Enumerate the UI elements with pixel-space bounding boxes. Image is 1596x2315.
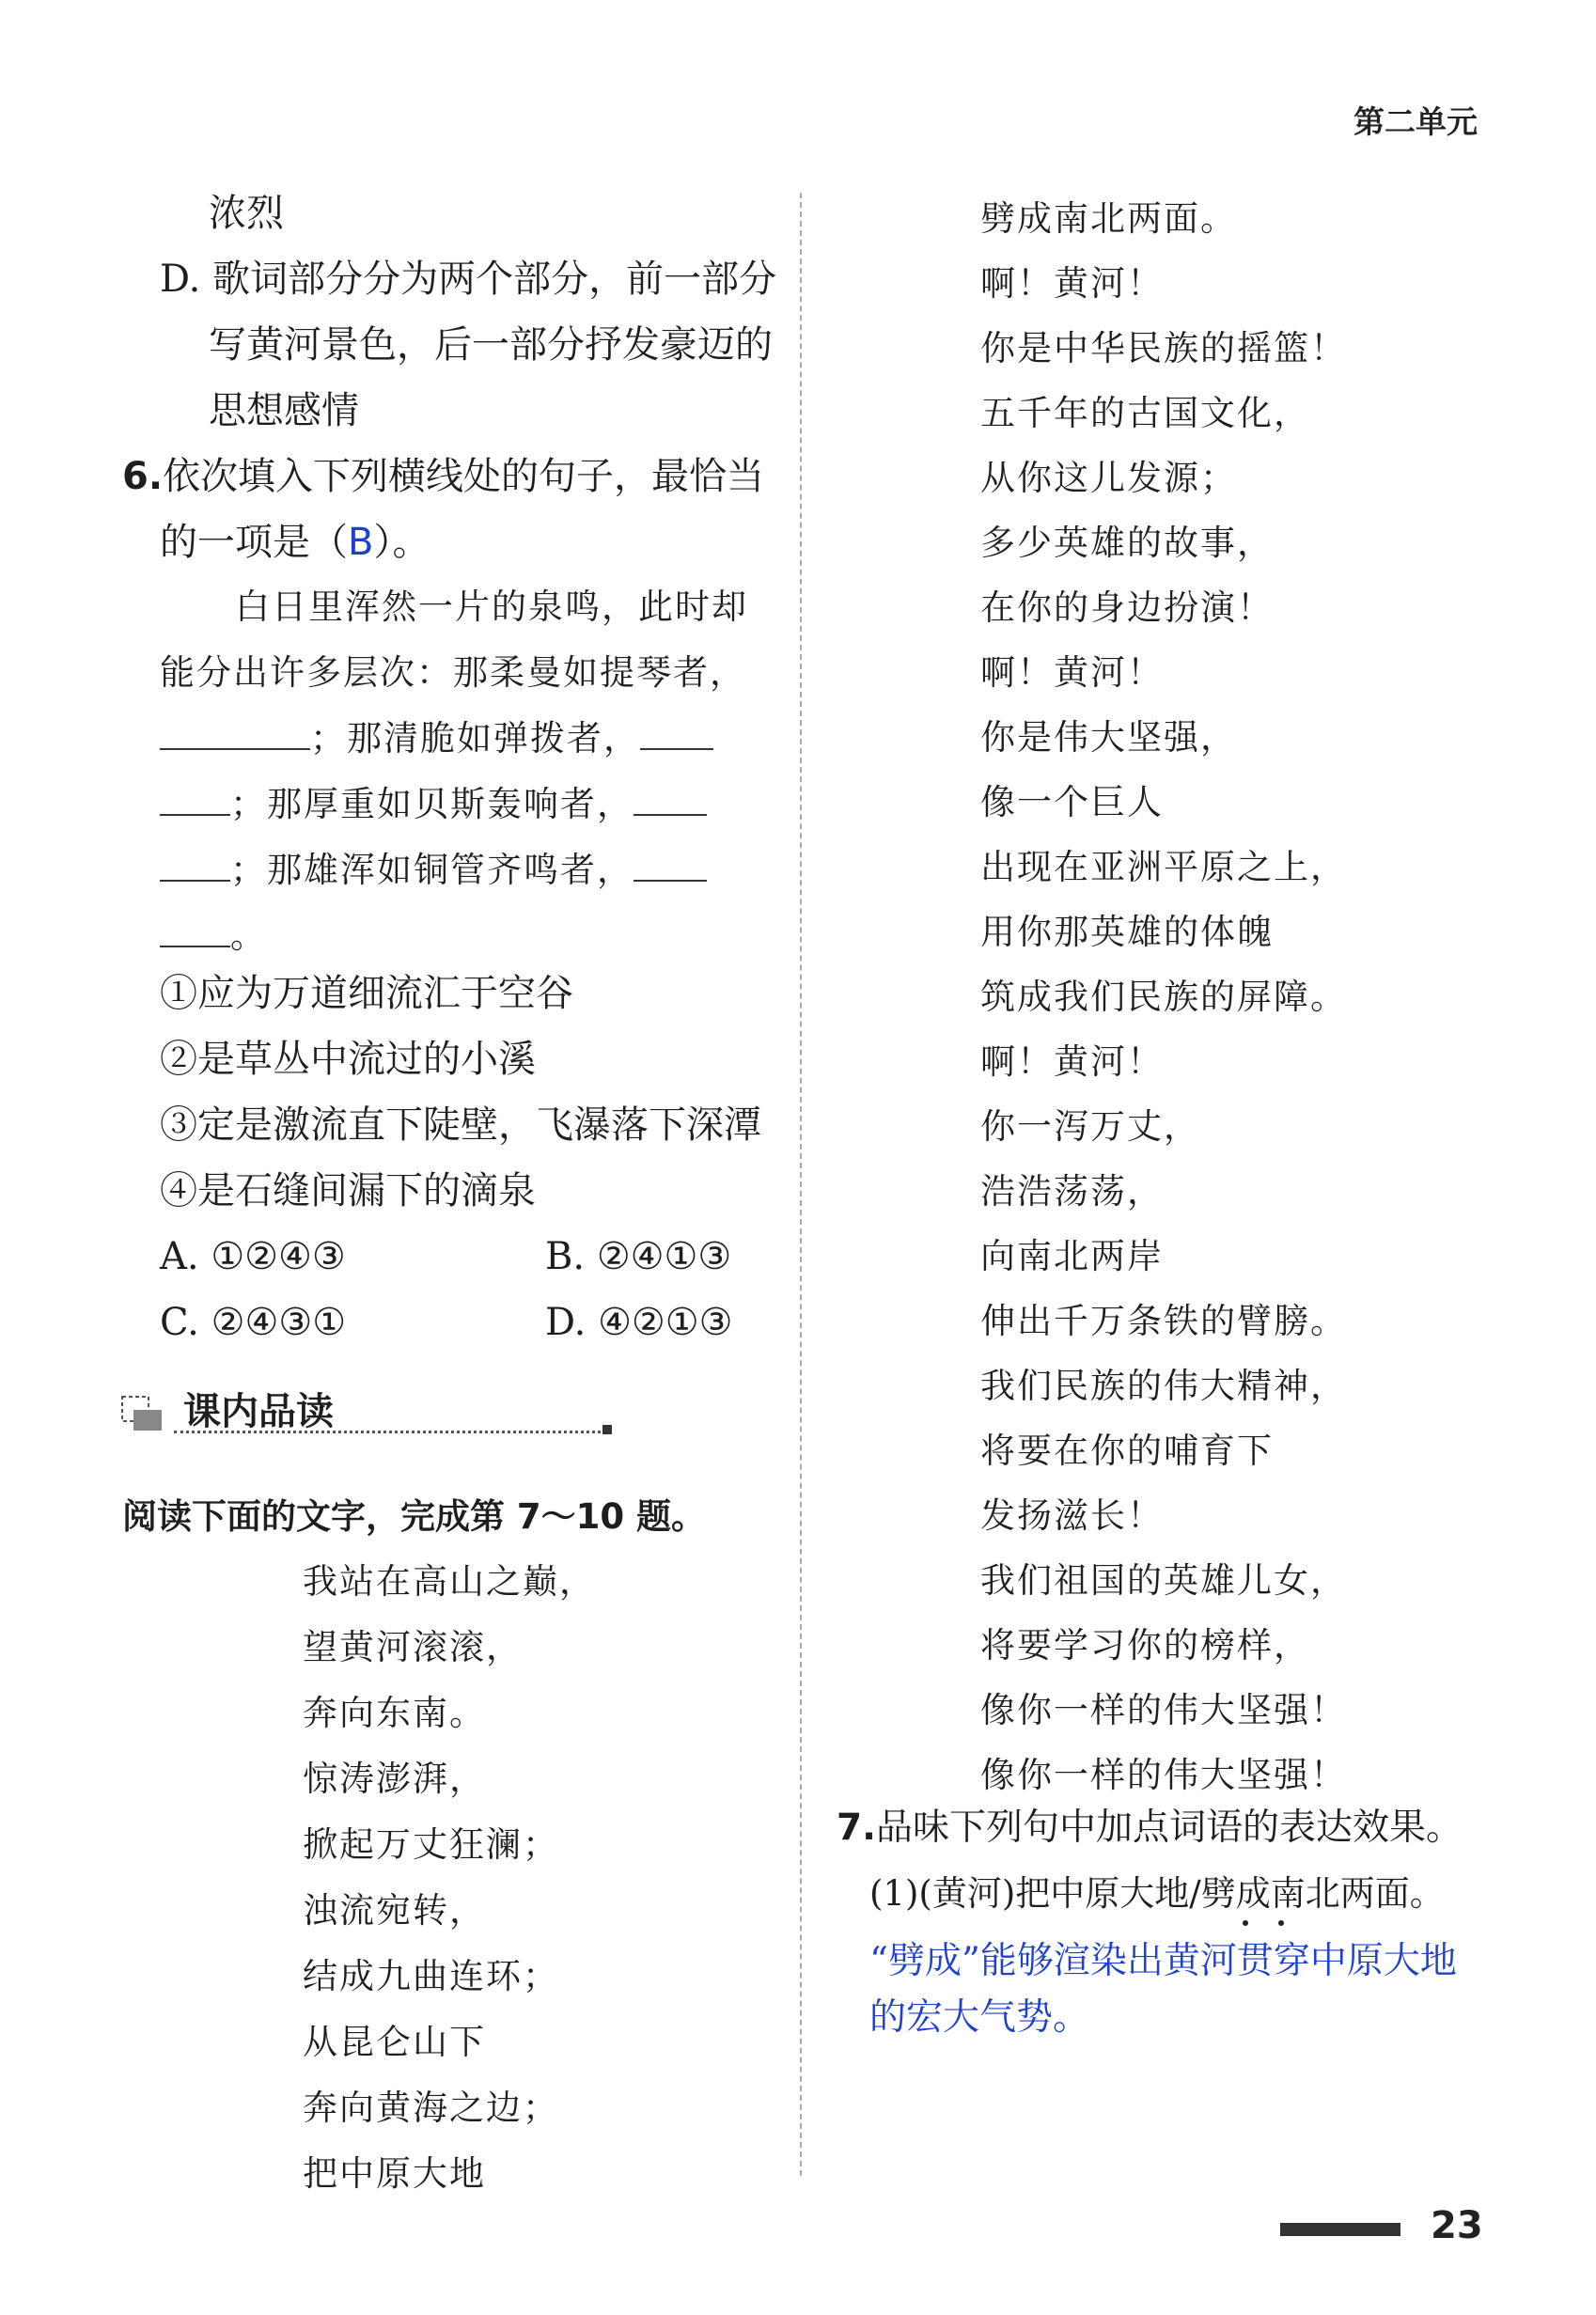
fill-blank (634, 848, 707, 882)
reading-prompt: 阅读下面的文字，完成第 7～10 题。 (122, 1496, 706, 1537)
passage-line4 (160, 775, 707, 826)
poem-line: 伸出千万条铁的臂膀。 (980, 1301, 1347, 1341)
poem-line: 筑成我们民族的屏障。 (980, 977, 1347, 1017)
poem-line: 我们民族的伟大精神， (980, 1366, 1347, 1406)
poem-line: 从昆仑山下 (303, 2022, 486, 2062)
fill-blank (634, 782, 707, 816)
passage-line2: 能分出许多层次：那柔曼如提琴者， (160, 652, 746, 693)
item-1: ①应为万道细流汇于空谷 (160, 972, 573, 1015)
poem-line: 浊流宛转， (303, 1890, 486, 1931)
poem-line: 出现在亚洲平原之上， (980, 847, 1347, 887)
passage-line3 (160, 710, 713, 760)
poem-line: 把中原大地 (303, 2153, 486, 2194)
poem-line: 向南北两岸 (980, 1236, 1164, 1276)
option-d: D. ④②①③ (545, 1301, 733, 1344)
poem-line: 结成九曲连环； (303, 1956, 559, 1996)
poem-line: 从你这儿发源； (980, 458, 1237, 498)
passage-text: 。 (230, 915, 267, 956)
question-7-line1 (837, 1795, 1463, 1861)
passage-text: ；那清脆如弹拨者， (310, 718, 640, 759)
question-text: 依次填入下列横线处的句子，最恰当 (163, 455, 765, 498)
fill-blank (160, 782, 230, 816)
answer-mark: B (348, 521, 374, 564)
question-number: 6. (122, 455, 164, 498)
question-text-part: ）。 (373, 521, 430, 564)
question-7-sub1: (1)(黄河)把中原大地/劈成南北两面。 (869, 1873, 1445, 1914)
question-text: 品味下列句中加点词语的表达效果。 (875, 1807, 1463, 1849)
option-d-line2: 写黄河景色，后一部分抒发豪迈的 (209, 323, 773, 367)
section-underline (174, 1431, 606, 1433)
poem-line: 掀起万丈狂澜； (303, 1824, 559, 1865)
poem-line: 望黄河滚滚， (303, 1627, 523, 1667)
poem-line: 奔向黄海之边； (303, 2088, 559, 2128)
option-b: B. ②④①③ (545, 1235, 732, 1278)
poem-line: 啊！黄河！ (980, 1041, 1164, 1082)
passage-text: ；那厚重如贝斯轰响者， (230, 784, 634, 824)
poem-line: 像你一样的伟大坚强！ (980, 1690, 1347, 1730)
passage-line5 (160, 841, 707, 892)
fill-blank (160, 848, 230, 882)
poem-line: 惊涛澎湃， (303, 1759, 486, 1799)
question-number: 7. (837, 1807, 876, 1849)
poem-line: 啊！黄河！ (980, 263, 1164, 304)
item-3: ③定是激流直下陡壁，飞瀑落下深潭 (160, 1103, 761, 1147)
answer-line1: “劈成”能够渲染出黄河贯穿中原大地 (869, 1940, 1457, 1982)
poem-line: 五千年的古国文化， (980, 393, 1310, 433)
poem-line: 你一泻万丈， (980, 1106, 1200, 1147)
poem-line: 我们祖国的英雄儿女， (980, 1560, 1347, 1601)
option-c: C. ②④③① (160, 1301, 347, 1344)
unit-title: 第二单元 (1353, 103, 1478, 140)
question-6-line2 (160, 509, 430, 575)
poem-line: 发扬滋长！ (980, 1495, 1164, 1536)
poem-line: 你是中华民族的摇篮！ (980, 328, 1347, 368)
footer-bar (1280, 2223, 1400, 2236)
option-d-line1: D. 歌词部分分为两个部分，前一部分 (160, 258, 777, 301)
poem-line: 用你那英雄的体魄 (980, 912, 1274, 952)
passage-line1: 白日里浑然一片的泉鸣，此时却 (235, 587, 748, 627)
fill-blank (640, 716, 713, 750)
poem-line: 奔向东南。 (303, 1693, 486, 1733)
poem-line: 劈成南北两面。 (980, 198, 1237, 239)
page-number: 23 (1431, 2204, 1483, 2247)
emphasis-dot (1278, 1920, 1284, 1926)
item-2: ②是草丛中流过的小溪 (160, 1038, 536, 1081)
option-c-continuation: 浓烈 (209, 192, 284, 235)
poem-line: 多少英雄的故事， (980, 523, 1274, 563)
option-d-line3: 思想感情 (209, 389, 359, 432)
question-text-part: 的一项是（ (160, 521, 348, 564)
fill-blank (160, 914, 230, 947)
poem-line: 像你一样的伟大坚强！ (980, 1755, 1347, 1795)
poem-line: 我站在高山之巅， (303, 1561, 596, 1602)
answer-line2: 的宏大气势。 (869, 1996, 1090, 2039)
section-underline-end (602, 1425, 612, 1434)
poem-line: 像一个巨人 (980, 782, 1164, 822)
poem-line: 你是伟大坚强， (980, 717, 1237, 758)
passage-line6 (160, 907, 267, 958)
poem-line: 将要在你的哺育下 (980, 1431, 1274, 1471)
section-title: 课内品读 (183, 1390, 334, 1433)
poem-line: 浩浩荡荡， (980, 1171, 1164, 1212)
section-icon (120, 1393, 169, 1434)
poem-line: 在你的身边扮演！ (980, 587, 1274, 628)
emphasis-dot (1243, 1920, 1248, 1926)
poem-line: 将要学习你的榜样， (980, 1625, 1310, 1666)
passage-text: ；那雄浑如铜管齐鸣者， (230, 850, 634, 890)
option-a: A. ①②④③ (160, 1235, 346, 1278)
poem-line: 啊！黄河！ (980, 652, 1164, 693)
question-6-line1 (122, 444, 764, 509)
fill-blank (160, 716, 310, 750)
column-divider (800, 193, 802, 2176)
item-4: ④是石缝间漏下的滴泉 (160, 1169, 536, 1212)
